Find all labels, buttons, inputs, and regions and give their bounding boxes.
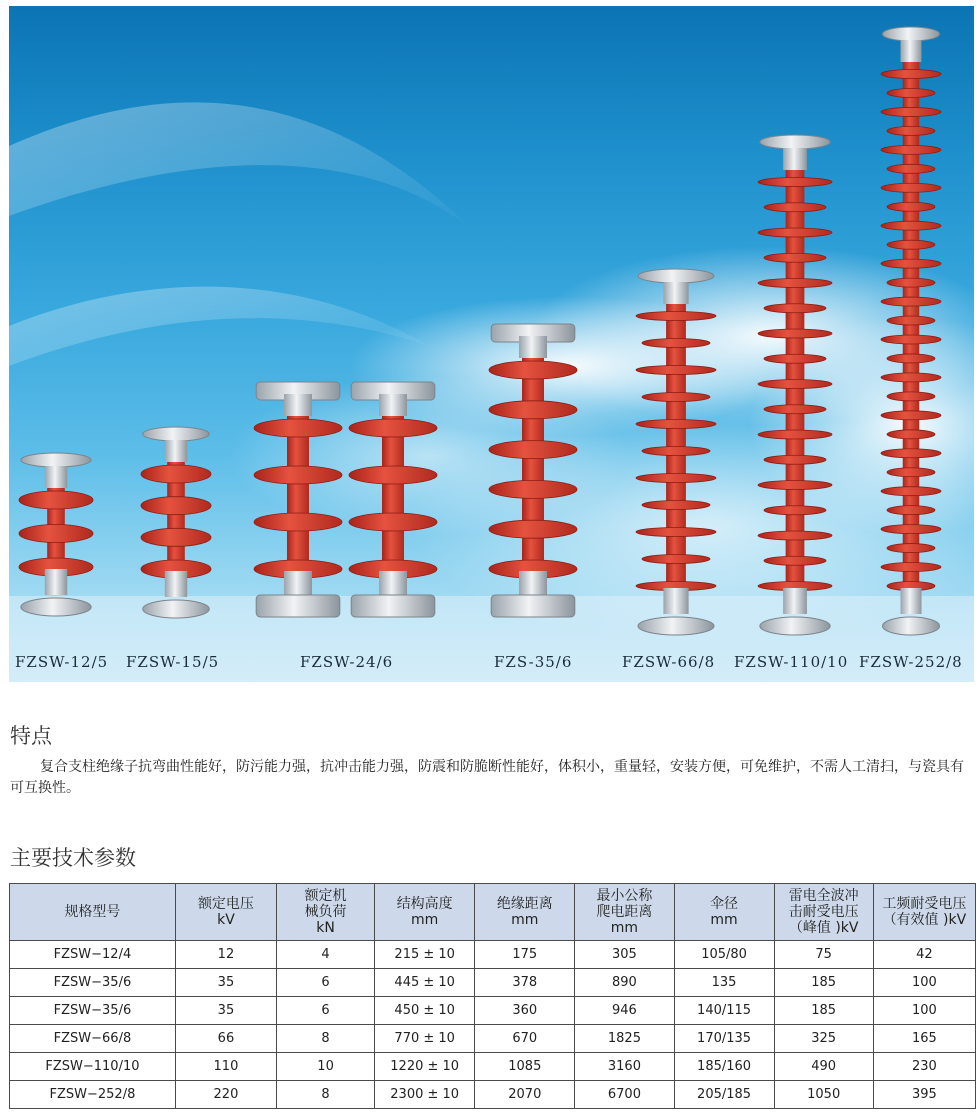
column-header-line: 工频耐受电压 (882, 896, 967, 912)
insulator-fzsw-110-10 (758, 135, 832, 635)
table-cell: 42 (873, 941, 975, 969)
table-cell: 305 (575, 941, 674, 969)
shed (881, 221, 941, 230)
table-cell: FZSW−35/6 (10, 969, 176, 997)
table-cell: 670 (475, 1025, 575, 1053)
bottom-fitting (638, 617, 714, 635)
shed (758, 531, 832, 540)
insulator-fzsw-15-5 (141, 427, 211, 618)
table-cell: 2070 (475, 1081, 575, 1109)
shed (636, 312, 716, 321)
shed (642, 393, 710, 402)
shed (758, 329, 832, 338)
table-cell: 35 (175, 969, 276, 997)
table-cell: 215 ± 10 (375, 941, 475, 969)
caption-fzsw-252-8: FZSW-252/8 (859, 653, 963, 671)
table-cell: 3160 (575, 1053, 674, 1081)
table-cell: 890 (575, 969, 674, 997)
table-cell: 175 (475, 941, 575, 969)
table-cell: 185/160 (674, 1053, 774, 1081)
table-cell: 6 (277, 997, 375, 1025)
shed (887, 316, 935, 325)
bottom-neck (45, 569, 67, 595)
column-header (575, 884, 674, 941)
table-cell: 230 (873, 1053, 975, 1081)
shed (881, 373, 941, 382)
shed (887, 430, 935, 439)
shed (642, 555, 710, 564)
shed (636, 420, 716, 429)
shed (881, 563, 941, 572)
column-header-line: 规格型号 (64, 904, 121, 920)
table-cell: 185 (774, 969, 873, 997)
column-header-line: 额定机 (304, 888, 347, 904)
shed (881, 259, 941, 268)
core (382, 416, 404, 571)
table-cell: 170/135 (674, 1025, 774, 1053)
top-neck (663, 282, 688, 304)
table-cell: FZSW−66/8 (10, 1025, 176, 1053)
column-header (277, 884, 375, 941)
column-header (873, 884, 975, 941)
bottom-neck (379, 571, 407, 597)
table-row (10, 1053, 976, 1081)
table-cell: 1085 (475, 1053, 575, 1081)
bottom-fitting (491, 595, 575, 617)
top-neck (284, 394, 312, 416)
shed (642, 447, 710, 456)
product-photo-banner (9, 6, 974, 682)
shed (887, 392, 935, 401)
shed (764, 253, 826, 262)
shed (758, 178, 832, 187)
shed (881, 525, 941, 534)
specs-heading: 主要技术参数 (10, 846, 136, 870)
core (287, 416, 309, 571)
column-header-line: 额定电压 (197, 896, 254, 912)
shed (881, 183, 941, 192)
caption-fzsw-12-5: FZSW-12/5 (15, 653, 109, 671)
table-cell: 360 (475, 997, 575, 1025)
bottom-neck (165, 571, 187, 597)
column-header-line: mm (511, 912, 539, 928)
table-cell: 450 ± 10 (375, 997, 475, 1025)
shed (881, 449, 941, 458)
features-body: 复合支柱绝缘子抗弯曲性能好，防污能力强，抗冲击能力强，防震和防脆断性能好，体积小，重量轻，安装方便，可免维护，不需人工清扫，与瓷具有可互换性。 (10, 759, 964, 796)
table-row (10, 969, 976, 997)
core (522, 358, 544, 571)
top-fitting (638, 269, 714, 283)
bottom-neck (783, 588, 807, 614)
table-cell: FZSW−110/10 (10, 1053, 176, 1081)
spec-table-header (10, 884, 976, 941)
shed (887, 240, 935, 249)
column-header-line: mm (610, 920, 639, 936)
table-cell: 205/185 (674, 1081, 774, 1109)
shed (881, 487, 941, 496)
top-neck (379, 394, 407, 416)
column-header-line: kN (316, 920, 335, 936)
table-cell: 10 (277, 1053, 375, 1081)
bottom-neck (519, 571, 547, 597)
table-cell: 165 (873, 1025, 975, 1053)
table-cell: 1220 ± 10 (375, 1053, 475, 1081)
column-header-line: （有效值 )kV (882, 912, 967, 928)
column-header (10, 884, 176, 941)
column-header-line: 械负荷 (304, 904, 347, 920)
shed (764, 556, 826, 565)
shed (887, 506, 935, 515)
table-cell: 770 ± 10 (375, 1025, 475, 1053)
spec-table (9, 883, 976, 1109)
shed (349, 466, 437, 484)
shed (881, 70, 941, 79)
shed (887, 544, 935, 553)
bottom-fitting (760, 617, 830, 635)
column-header-line: 绝缘距离 (496, 896, 553, 912)
table-cell: 220 (175, 1081, 276, 1109)
shed (254, 513, 342, 531)
shed (254, 466, 342, 484)
shed (764, 304, 826, 313)
table-cell: 185 (774, 997, 873, 1025)
shed (764, 405, 826, 414)
bottom-fitting (883, 617, 940, 635)
top-fitting (883, 27, 940, 41)
top-fitting (760, 135, 830, 149)
shed (758, 279, 832, 288)
caption-fzsw-110-10: FZSW-110/10 (734, 653, 849, 671)
shed (887, 126, 935, 135)
features-text (10, 757, 975, 799)
table-row (10, 997, 976, 1025)
table-cell: 4 (277, 941, 375, 969)
shed (881, 107, 941, 116)
shed (887, 164, 935, 173)
shed (758, 481, 832, 490)
bottom-neck (284, 571, 312, 597)
bottom-fitting (351, 595, 435, 617)
table-cell: 378 (475, 969, 575, 997)
column-header-line: 爬电距离 (596, 904, 653, 920)
shed (881, 297, 941, 306)
top-neck (783, 148, 807, 170)
bottom-neck (901, 588, 922, 614)
table-cell: 1825 (575, 1025, 674, 1053)
shed (489, 520, 577, 538)
table-cell: 6 (277, 969, 375, 997)
shed (642, 501, 710, 510)
shed (887, 278, 935, 287)
shed (758, 228, 832, 237)
caption-fzsw-66-8: FZSW-66/8 (622, 653, 716, 671)
shed (636, 366, 716, 375)
table-cell: 1050 (774, 1081, 873, 1109)
shed (349, 419, 437, 437)
table-cell: 395 (873, 1081, 975, 1109)
shed (764, 354, 826, 363)
table-row (10, 1081, 976, 1109)
features-heading: 特点 (10, 724, 52, 748)
table-cell: 135 (674, 969, 774, 997)
top-neck (165, 440, 187, 462)
shed (642, 339, 710, 348)
column-header-line: mm (411, 912, 439, 928)
table-cell: 445 ± 10 (375, 969, 475, 997)
shed (881, 145, 941, 154)
shed (636, 528, 716, 537)
shed (489, 361, 577, 379)
top-neck (519, 336, 547, 358)
shed (489, 480, 577, 498)
column-header (774, 884, 873, 941)
shed (758, 380, 832, 389)
table-cell: 110 (175, 1053, 276, 1081)
bottom-fitting (143, 600, 210, 618)
table-cell: 8 (277, 1025, 375, 1053)
shed (141, 465, 211, 483)
table-cell: 490 (774, 1053, 873, 1081)
caption-fzsw-24-6: FZSW-24/6 (300, 653, 394, 671)
shed (489, 441, 577, 459)
top-neck (901, 40, 922, 62)
shed (19, 525, 93, 543)
column-header (475, 884, 575, 941)
shed (141, 497, 211, 515)
shed (881, 411, 941, 420)
table-cell: 8 (277, 1081, 375, 1109)
top-neck (45, 466, 67, 488)
column-header-line: 伞径 (710, 896, 739, 912)
column-header-line: mm (710, 912, 738, 928)
column-header-line: 最小公称 (596, 888, 653, 904)
top-fitting (143, 427, 210, 441)
table-cell: FZSW−35/6 (10, 997, 176, 1025)
shed (141, 528, 211, 546)
column-header (674, 884, 774, 941)
shed (887, 468, 935, 477)
column-header (175, 884, 276, 941)
table-cell: 946 (575, 997, 674, 1025)
column-header-line: （峰值 )kV (788, 920, 859, 936)
table-cell: 6700 (575, 1081, 674, 1109)
column-header-line: 结构高度 (396, 896, 453, 912)
table-row (10, 941, 976, 969)
column-header (375, 884, 475, 941)
insulator-fzsw-12-5 (19, 453, 93, 616)
table-cell: 12 (175, 941, 276, 969)
shed (764, 506, 826, 515)
table-cell: 140/115 (674, 997, 774, 1025)
caption-fzs-35-6: FZS-35/6 (494, 653, 573, 671)
table-cell: 105/80 (674, 941, 774, 969)
shed (764, 455, 826, 464)
top-fitting (21, 453, 91, 467)
table-cell: FZSW−252/8 (10, 1081, 176, 1109)
table-cell: 66 (175, 1025, 276, 1053)
shed (887, 202, 935, 211)
shed (881, 335, 941, 344)
shed (19, 491, 93, 509)
table-cell: 75 (774, 941, 873, 969)
table-cell: 100 (873, 969, 975, 997)
table-row (10, 1025, 976, 1053)
table-cell: FZSW−12/4 (10, 941, 176, 969)
column-header-line: 雷电全波冲 (788, 888, 859, 904)
shed (764, 203, 826, 212)
bottom-fitting (256, 595, 340, 617)
shed (489, 401, 577, 419)
shed (636, 474, 716, 483)
insulator-illustration (9, 6, 974, 682)
table-cell: 100 (873, 997, 975, 1025)
bottom-neck (663, 588, 688, 614)
table-cell: 325 (774, 1025, 873, 1053)
shed (349, 513, 437, 531)
caption-fzsw-15-5: FZSW-15/5 (126, 653, 220, 671)
table-cell: 2300 ± 10 (375, 1081, 475, 1109)
table-cell: 35 (175, 997, 276, 1025)
bottom-fitting (21, 598, 91, 616)
shed (758, 430, 832, 439)
shed (887, 354, 935, 363)
shed (254, 419, 342, 437)
column-header-line: kV (217, 912, 235, 928)
shed (887, 88, 935, 97)
column-header-line: 击耐受电压 (788, 904, 859, 920)
